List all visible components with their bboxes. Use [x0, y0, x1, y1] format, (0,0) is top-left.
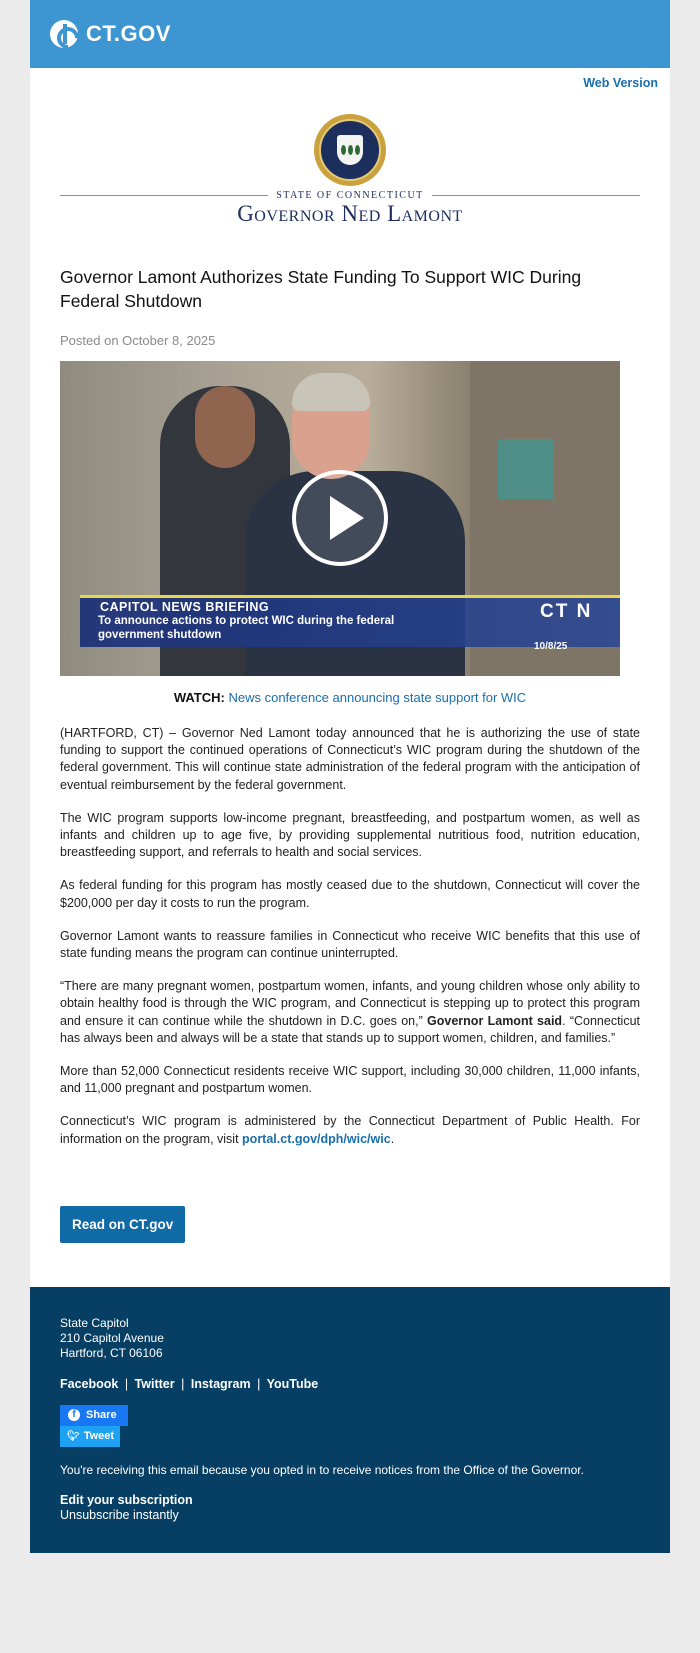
- instagram-link[interactable]: Instagram: [190, 1376, 251, 1391]
- header-bar: [30, 0, 670, 68]
- posted-date: Posted on October 8, 2025: [60, 333, 216, 348]
- facebook-icon: f: [68, 1409, 80, 1421]
- lower-third-title: CAPITOL NEWS BRIEFING: [100, 600, 270, 614]
- watch-caption: [60, 690, 640, 705]
- paragraph-reassure: Governor Lamont wants to reassure families in Connecticut who receive WIC benefits that this use of state funding means the program can continue uninterrupted.: [60, 928, 640, 961]
- quote-part1: “There are many pregnant women, postpartum women, infants, and young children whose only ability to obtain healthy food is through the WIC program, and Connecticut is stepping up to protect this program and ensure it can continue while the shutdown in D.C. goes on,”: [60, 979, 640, 1028]
- facebook-share-button[interactable]: f Share: [60, 1405, 128, 1426]
- lower-third-subtitle: To announce actions to protect WIC during the federal government shutdown: [98, 615, 395, 641]
- address-line: 210 Capitol Avenue: [60, 1330, 164, 1345]
- masthead-seal: [30, 114, 670, 186]
- play-icon[interactable]: [292, 470, 388, 566]
- facebook-link[interactable]: Facebook: [60, 1376, 119, 1391]
- share-buttons: [60, 1405, 640, 1447]
- quote-speaker: Governor Lamont said: [427, 1013, 563, 1028]
- state-line: [60, 190, 640, 201]
- footer-address: [60, 1316, 640, 1361]
- article-paragraphs: [60, 725, 640, 1148]
- tweet-button[interactable]: 🐦︎ Tweet: [60, 1426, 120, 1447]
- paragraph-admin: Connecticut’s WIC program is administered by the Connecticut Department of Public Health. For information on the program, visit portal.ct.gov/dph/wic/wic.: [60, 1114, 640, 1146]
- ct-logo-text[interactable]: CT.GOV: [86, 21, 171, 46]
- read-button-row: [60, 1206, 640, 1287]
- paragraph-program: The WIC program supports low-income pregnant, breastfeeding, and postpartum women, as well as infants and children up to age five, by providing supplemental nutritious food, nutrition education, breastfeeding support, and referrals to health and social services.: [60, 810, 640, 860]
- footer: [30, 1287, 670, 1553]
- video-thumbnail[interactable]: [60, 361, 620, 676]
- opt-in-notice: You're receiving this email because you opted in to receive notices from the Office of the Governor.: [60, 1462, 584, 1477]
- web-version-link[interactable]: Web Version: [583, 76, 658, 90]
- address-line: Hartford, CT 06106: [60, 1345, 163, 1360]
- article-body: [30, 265, 670, 1287]
- watch-link[interactable]: News conference announcing state support for WIC: [228, 690, 527, 705]
- divider: [60, 195, 268, 196]
- wic-portal-link[interactable]: portal.ct.gov/dph/wic/wic: [242, 1131, 391, 1146]
- governor-name: Governor Ned Lamont: [237, 201, 463, 226]
- youtube-link[interactable]: YouTube: [266, 1376, 319, 1391]
- address-line: State Capitol: [60, 1315, 129, 1330]
- edit-subscription-link[interactable]: Edit your subscription: [60, 1492, 193, 1507]
- article-headline: Governor Lamont Authorizes State Funding To Support WIC During Federal Shutdown: [60, 267, 582, 311]
- admin-text: Connecticut’s WIC program is administered by the Connecticut Department of Public Health. For information on the program, visit: [60, 1114, 640, 1146]
- ctn-logo: CT N: [540, 601, 593, 622]
- twitter-icon: 🐦︎: [67, 1430, 80, 1442]
- divider: [432, 195, 640, 196]
- read-on-ctgov-button[interactable]: Read on CT.gov: [60, 1206, 185, 1243]
- paragraph-intro: (HARTFORD, CT) – Governor Ned Lamont today announced that he is authorizing the use of state funding to support the continued operations of Connecticut’s WIC program during the shutdown of the federal government. This will continue state administration of the federal program with the anticipation of eventual reimbursement by the federal government.: [60, 726, 640, 792]
- web-version-row: [30, 68, 670, 96]
- quote-part2: . “Connecticut has always been and always will be a state that stands up to support women, children, and families.”: [60, 1013, 641, 1045]
- social-links: Facebook | Twitter | Instagram | YouTube: [60, 1376, 319, 1391]
- paragraph-funding: As federal funding for this program has mostly ceased due to the shutdown, Connecticut will cover the $200,000 per day it costs to run the program.: [60, 878, 640, 910]
- watch-label: WATCH:: [173, 690, 225, 705]
- paragraph-stats: More than 52,000 Connecticut residents receive WIC support, including 30,000 children, 11,000 infants, and 11,000 pregnant and postpartum women.: [60, 1064, 640, 1096]
- unsubscribe-link[interactable]: Unsubscribe instantly: [60, 1507, 179, 1522]
- email-container: [30, 0, 670, 1553]
- video-date: 10/8/25: [534, 641, 568, 652]
- paragraph-quote: [60, 978, 640, 1047]
- seal-icon: [314, 114, 386, 186]
- twitter-link[interactable]: Twitter: [134, 1376, 175, 1391]
- video-lower-third: [80, 595, 620, 652]
- ct-logo-icon[interactable]: [50, 20, 78, 48]
- state-label: STATE OF CONNECTICUT: [276, 190, 424, 201]
